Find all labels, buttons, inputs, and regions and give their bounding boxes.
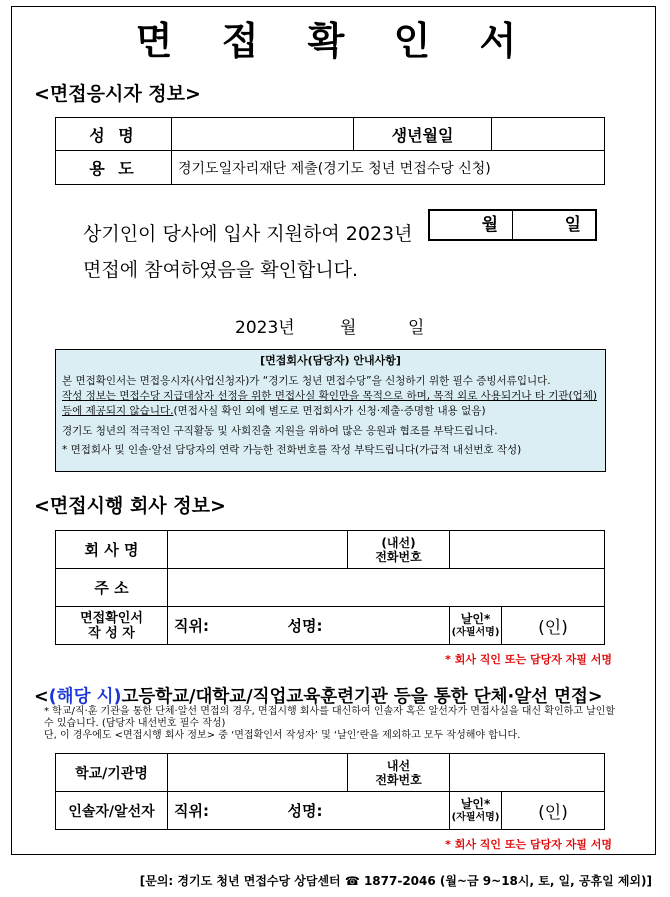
applicant-table (55, 117, 605, 185)
writer-person[interactable]: 성명: (288, 607, 450, 645)
date-box-month[interactable]: 월 (481, 215, 498, 235)
company-phone-label (348, 531, 450, 569)
notice-p4: * 면접회사 및 인솔·알선 담당자의 연락 가능한 전화번호를 작성 부탁드립니다(가급적 내선번호 작성) (62, 444, 522, 456)
school-seal-label (450, 792, 502, 830)
school-seal-note: * 회사 직인 또는 담당자 자필 서명 (445, 838, 612, 851)
leader-position[interactable]: 직위: (168, 792, 288, 830)
date-box-day[interactable]: 일 (512, 211, 595, 239)
notice-title: [면접회사(담당자) 안내사항] (260, 354, 401, 367)
section-applicant-heading: <면접응시자 정보> (34, 83, 201, 105)
writer-label-1: 면접확인서 (80, 610, 143, 626)
company-phone-field[interactable] (450, 531, 605, 569)
company-name-field[interactable] (168, 531, 348, 569)
school-seal-sub: (자필서명) (451, 811, 500, 823)
school-phone-label-1: 내선 (386, 758, 411, 773)
school-seal-field[interactable]: (인) (502, 792, 605, 830)
leader-label: 인솔자/알선자 (56, 792, 168, 830)
name-field[interactable] (172, 118, 354, 151)
school-name-field[interactable] (168, 754, 348, 792)
school-instruction-2: 단, 이 경우에도 <면접시행 회사 정보> 중 ‘면접확인서 작성자’ 및 ‘날인’란을 제외하고 모두 작성해야 합니다. (44, 730, 521, 741)
section-company-heading: <면접시행 회사 정보> (34, 495, 226, 517)
date-day: 일 (408, 318, 425, 338)
school-phone-label (348, 754, 450, 792)
notice-p2: 작성 정보는 면접수당 지급대상자 선정을 위한 면접사실 확인만을 목적으로 하며, 목적 외로 사용되거나 타 기관(업체) 등에 제공되지 않습니다. (62, 390, 597, 417)
notice-p1: 본 면접확인서는 면접응시자(사업신청자)가 “경기도 청년 면접수당”을 신청하기 위한 필수 증빙서류입니다. (62, 375, 551, 387)
company-seal-label (450, 607, 502, 645)
school-instructions (44, 706, 624, 742)
confirm-line-2: 면접에 참여하였음을 확인합니다. (83, 259, 359, 281)
writer-label-2: 작 성 자 (88, 625, 135, 641)
date-year: 2023년 (235, 318, 295, 338)
notice-p3: 경기도 청년의 적극적인 구직활동 및 사회진출 지원을 위하여 많은 응원과 협조를 부탁드립니다. (62, 425, 498, 437)
birthdate-field[interactable] (492, 118, 605, 151)
notice-p2b: (면접사실 확인 외에 별도로 면접회사가 신청·제출·증명할 내용 없음) (173, 405, 486, 417)
school-instruction-1: * 학교/직·훈 기관을 통한 단체·알선 면접의 경우, 면접시행 회사를 대신하여 인솔자 혹은 알선자가 면접사실을 대신 확인하고 날인할 수 있습니다. (담당자 내선번호 필수 작성) (44, 706, 616, 729)
section-school-title: 고등학교/대학교/직업교육훈련기관 등을 통한 단체·알선 면접> (121, 687, 603, 707)
date-month: 월 (340, 318, 357, 338)
address-label: 주 소 (56, 569, 168, 607)
leader-person[interactable]: 성명: (288, 792, 450, 830)
company-seal-sub: (자필서명) (451, 626, 500, 638)
purpose-value: 경기도일자리재단 제출(경기도 청년 면접수당 신청) (172, 151, 605, 185)
footer-contact: [문의: 경기도 청년 면접수당 상담센터 ☎ 1877-2046 (월~금 9~18시, 토, 일, 공휴일 제외)] (139, 874, 652, 888)
company-phone-label-2: 전화번호 (375, 549, 422, 564)
birthdate-label: 생년월일 (354, 118, 492, 151)
school-name-label: 학교/기관명 (56, 754, 168, 792)
company-phone-label-1: (내선) (381, 535, 416, 550)
school-table (55, 753, 605, 830)
page-title: 면 접 확 인 서 (135, 19, 535, 63)
section-school-heading (34, 683, 603, 708)
company-name-label: 회 사 명 (56, 531, 168, 569)
date-box[interactable] (428, 209, 597, 241)
purpose-label: 용 도 (56, 151, 172, 185)
company-seal-label-text: 날인* (460, 611, 491, 626)
writer-position[interactable]: 직위: (168, 607, 288, 645)
notice-box (55, 349, 606, 472)
company-table (55, 530, 605, 645)
school-seal-label-text: 날인* (460, 796, 491, 811)
company-seal-field[interactable]: (인) (502, 607, 605, 645)
name-label: 성 명 (56, 118, 172, 151)
confirm-line-1: 상기인이 당사에 입사 지원하여 2023년 (83, 223, 413, 245)
school-phone-label-2: 전화번호 (375, 772, 422, 787)
address-field[interactable] (168, 569, 605, 607)
school-phone-field[interactable] (450, 754, 605, 792)
company-seal-note: * 회사 직인 또는 담당자 자필 서명 (445, 653, 612, 666)
writer-label (56, 607, 168, 645)
section-school-prefix: < (34, 687, 49, 707)
section-school-highlight: (해당 시) (48, 687, 122, 707)
